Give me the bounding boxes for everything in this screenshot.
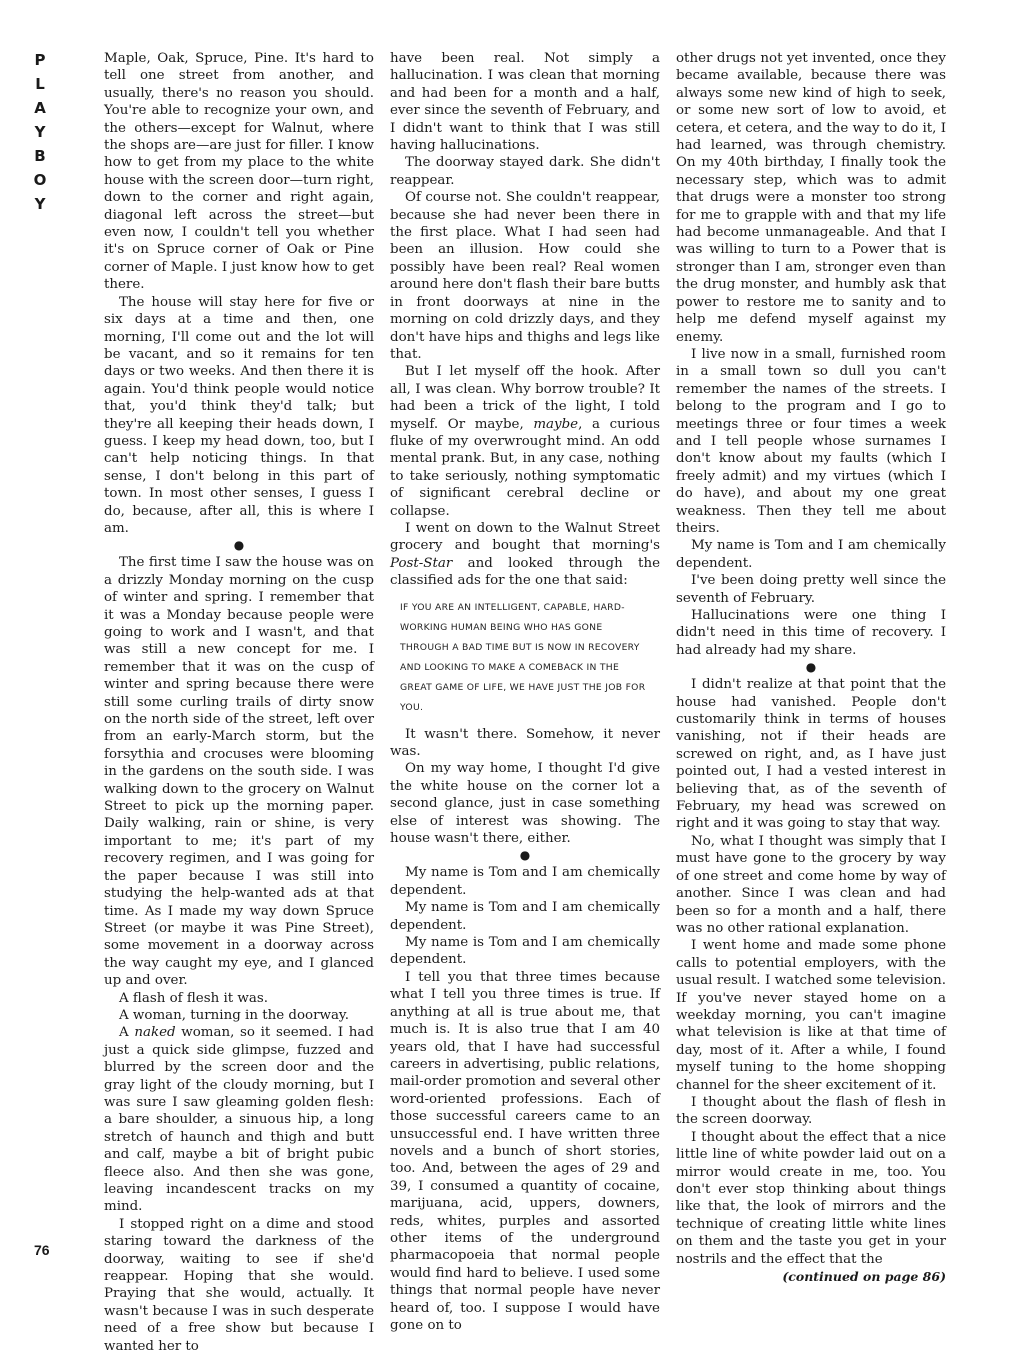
paragraph: I didn't realize at that point that the house had vanished. People don't customarily think in terms of houses vanishing, not if their heads are screwed on right, and, as I have just pointed out, I had a vested interest in believing that, as of the seventh of February, my head was screwed on right and it was going to stay that way. <box>676 677 946 832</box>
emphasis: Post-Star <box>390 555 453 571</box>
masthead-letter: P <box>34 51 46 69</box>
column-3 <box>676 50 946 1285</box>
paragraph: other drugs not yet invented, once they became available, because there was always some new kind of high to seek, or some new sort of low to avoid, et cetera, et cetera, and the way to do it, I had learned, was through chemistry. On my 40th birthday, I finally took the necessary step, which was to admit that drugs were a monster too strong for me to grapple with and that my life had become unmanageable. And that I was willing to turn to a Power that is stronger than I am, stronger even than the drug monster, and humbly ask that power to restore me to sanity and to help me defend myself against my enemy. <box>676 51 946 345</box>
continued-note: (continued on page 86) <box>782 1269 946 1285</box>
paragraph-lead: I went on down to the Walnut Street grocery and bought that morning's <box>390 520 660 554</box>
paragraph: I went home and made some phone calls to potential employers, with the usual result. I watched some television. If you've never stayed home on a weekday morning, you can't imagine what television is like at that time of day, most of it. After a while, I found myself tuning to the home shopping channel for the sheer excitement of it. <box>676 938 946 1093</box>
paragraph: I stopped right on a dime and stood staring toward the darkness of the doorway, waiting to see if she'd reappear. Hoping that she would. Praying that she would, actually. It wasn't because I was in such desperate need of a free show but because I wanted her to <box>104 1216 374 1354</box>
classified-ad: IF YOU ARE AN INTELLIGENT, CAPABLE, HARD-WORKING HUMAN BEING WHO HAS GONE THROUGH A BAD TIME BUT IS NOW IN RECOVERY AND LOOKING TO MAKE A COMEBACK IN THE GREAT GAME OF LIFE, WE HAVE JUST THE JOB FOR YOU. <box>400 601 646 713</box>
paragraph: A flash of flesh it was. <box>119 990 268 1006</box>
column-1 <box>104 50 374 1354</box>
paragraph: It wasn't there. Somehow, it never was. <box>390 726 660 759</box>
paragraph: My name is Tom and I am chemically dependent. <box>390 935 660 968</box>
paragraph: On my way home, I thought I'd give the white house on the corner lot a second glance, just in case something else of interest was showing. The house wasn't there, either. <box>390 761 660 847</box>
section-bullet: ● <box>233 538 245 553</box>
page-number: 76 <box>34 1242 50 1258</box>
column-2-bottom <box>390 726 660 1335</box>
paragraph: My name is Tom and I am chemically dependent. <box>676 538 946 571</box>
paragraph: I've been doing pretty well since the seventh of February. <box>676 573 946 606</box>
paragraph: My name is Tom and I am chemically dependent. <box>390 865 660 898</box>
paragraph-lead: But I let myself off the hook. After all, I was clean. Why borrow trouble? It had been a trick of the light, I told myself. Or maybe, <box>390 364 660 432</box>
column-2-top <box>390 50 660 590</box>
paragraph: My name is Tom and I am chemically dependent. <box>390 900 660 933</box>
paragraph: I tell you that three times because what I tell you three times is true. If anything at all is true about me, that much is. It is also true that I am 40 years old, that I have had successful careers in advertising, public relations, mail-order promotion and several other word-oriented professions. Each of those successful careers came to an unsuccessful end. I have written three novels and a bunch of short stories, too. And, between the ages of 29 and 39, I consumed a quantity of cocaine, marijuana, acid, uppers, downers, reds, whites, purples and assorted other items of the underground pharmacopoeia that normal people would find hard to believe. I used some things that normal people have never heard of, too. I suppose I would have gone on to <box>390 969 660 1333</box>
paragraph: have been real. Not simply a hallucination. I was clean that morning and had been for a month and a half, ever since the seventh of February, and I didn't want to think that I was still having hallucinations. <box>390 51 660 154</box>
paragraph: I live now in a small, furnished room in a small town so dull you can't remember the names of the streets. I belong to the program and I go to meetings three or four times a week and I tell people whose surnames I don't know about my faults (which I freely admit) and my virtues (which I do have), and about my one great weakness. Then they tell me about theirs. <box>676 346 946 536</box>
paragraph: Maple, Oak, Spruce, Pine. It's hard to tell one street from another, and usually, there's no reason you should. You're able to recognize your own, and the others—except for Walnut, where the shops are—are just for filler. I know how to get from my place to the white house with the screen door—turn right, down to the corner and right again, diagonal left across the street—but even now, I couldn't tell you whether it's on Spruce corner of Oak or Pine corner of Maple. I just know how to get there. <box>104 51 374 293</box>
paragraph: I thought about the effect that a nice little line of white powder laid out on a mirror would create in me, too. You don't ever stop thinking about things like that, the look of mirrors and the technique of creating little white lines on them and the taste you get in your nostrils and the effect that the <box>676 1129 946 1267</box>
column-2 <box>390 50 660 1333</box>
masthead-letter: Y <box>34 195 46 213</box>
paragraph <box>390 520 660 590</box>
masthead <box>30 48 50 216</box>
paragraph-lead: A <box>119 1025 135 1041</box>
masthead-letter: A <box>34 99 46 117</box>
paragraph-rest: , a curious fluke of my overwrought mind. An odd mental prank. But, in any case, nothing to take seriously, nothing symptomatic of significant cerebral decline or collapse. <box>390 416 660 519</box>
masthead-letter: O <box>33 171 47 189</box>
paragraph-rest: and looked through the classified ads for the one that said: <box>390 555 660 589</box>
section-bullet: ● <box>519 848 531 863</box>
emphasis: maybe <box>533 416 579 432</box>
section-bullet: ● <box>805 660 817 675</box>
paragraph-rest: woman, so it seemed. I had just a quick side glimpse, fuzzed and blurred by the screen door and the gray light of the cloudy morning, but I was sure I saw gleaming golden flesh: a bare shoulder, a sinuous hip, a long stretch of haunch and thigh and butt and calf, maybe a bit of bright pubic fleece also. And then she was gone, leaving incandescent tracks on my mind. <box>104 1025 374 1215</box>
paragraph: The doorway stayed dark. She didn't reappear. <box>390 155 660 188</box>
paragraph: Of course not. She couldn't reappear, because she had never been there in the first place. What I had seen had been an illusion. How could she possibly have been real? Real women around here don't flash their bare butts in front doorways at nine in the morning on cold drizzly days, and they don't have hips and thighs and legs like that. <box>390 190 660 362</box>
masthead-letter: Y <box>34 123 46 141</box>
paragraph: I thought about the flash of flesh in the screen doorway. <box>676 1094 946 1128</box>
emphasis: naked <box>134 1025 176 1041</box>
paragraph <box>104 1024 374 1215</box>
column-3-body <box>676 50 946 1268</box>
masthead-letter: B <box>34 147 46 165</box>
paragraph <box>390 363 660 520</box>
paragraph: The house will stay here for five or six days at a time and then, one morning, I'll come out and the lot will be vacant, and so it remains for ten days or two weeks. And then there it is again. You'd think people would notice that, you'd think they'd talk; but they're all keeping their heads down, I guess. I keep my head down, too, but I can't help noticing things. In that sense, I don't belong in this part of town. In most other senses, I guess I do, because, after all, this is where I am. <box>104 294 374 536</box>
paragraph: Hallucinations were one thing I didn't need in this time of recovery. I had already had my share. <box>676 608 946 658</box>
paragraph: The first time I saw the house was on a drizzly Monday morning on the cusp of winter and spring. I remember that it was a Monday because people were going to work and I wasn't, and that was still a new concept for me. I remember that it was on the cusp of winter and spring because there were still some curling trails of dirty snow on the north side of the street, left over from an early-March storm, but the forsythia and crocuses were blooming in the gardens on the south side. I was walking down to the grocery on Walnut Street to pick up the morning paper. Daily walking, rain or shine, is very important to me; it's part of my recovery regimen, and I was going for the paper because I was still into studying the help-wanted ads at that time. As I made my way down Spruce Street (or maybe it was Pine Street), some movement in a doorway across the way caught my eye, and I glanced up and over. <box>104 555 374 989</box>
masthead-letter: L <box>35 75 45 93</box>
paragraph: A woman, turning in the doorway. <box>119 1007 349 1023</box>
paragraph: No, what I thought was simply that I must have gone to the grocery by way of one street and come home by way of another. Since I was clean and had been so for a month and a half, there was no other rational explanation. <box>676 833 946 936</box>
